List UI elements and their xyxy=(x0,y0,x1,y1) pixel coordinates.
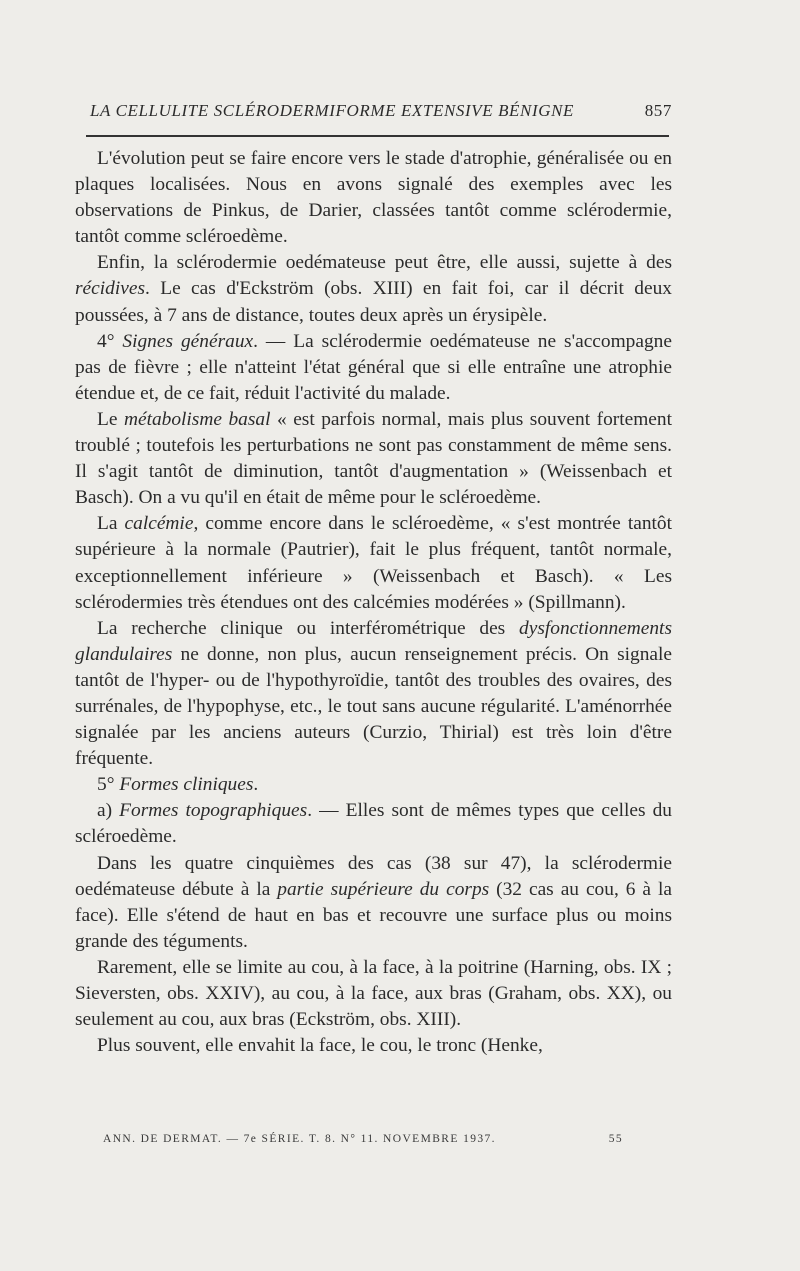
paragraph xyxy=(75,955,672,1033)
paragraph xyxy=(75,616,672,773)
text-run: L'évolution peut se faire encore vers le stade d'atrophie, généralisée ou en plaques localisées. Nous en avons signalé des exemples avec les observations de Pinkus, de Darier, classées tantôt comme sclérodermie, tantôt comme scléroedème. xyxy=(75,148,672,248)
italic-term: métabolisme basal xyxy=(123,408,271,430)
text-run: La recherche clinique ou interférométrique des xyxy=(97,617,520,639)
text-run: La xyxy=(97,513,125,535)
running-header xyxy=(90,101,672,121)
text-run: Le xyxy=(97,408,124,430)
paragraph xyxy=(75,1033,672,1059)
paragraph xyxy=(75,407,672,511)
text-run: a) xyxy=(97,800,120,822)
text-run: ne donne, non plus, aucun renseignement précis. On signale tantôt de l'hyper- ou de l'hypothyroïdie, tantôt des troubles des ovaires, des surrénales, de l'hypophyse, etc., le tout sans aucune régularité. L'aménorrhée signalée par les anciens auteurs (Curzio, Thirial) est très loin d'être fréquente. xyxy=(75,643,672,770)
page-footer xyxy=(103,1133,623,1145)
italic-term: récidives xyxy=(75,278,145,300)
text-run: . Le cas d'Eckström (obs. XIII) en fait foi, car il décrit deux poussées, à 7 ans de distance, toutes deux après un érysipèle. xyxy=(75,278,672,326)
italic-term: dysfonctionnements glandulaires xyxy=(75,617,672,665)
text-run: (32 cas au cou, 6 à la face). Elle s'étend de haut en bas et recouvre une surface plus ou moins grande des téguments. xyxy=(75,878,672,952)
paragraph xyxy=(75,329,672,407)
paragraph xyxy=(75,798,672,850)
body-text xyxy=(75,146,672,1059)
text-run: . — La sclérodermie oedémateuse ne s'accompagne pas de fièvre ; elle n'atteint l'état général que si elle entraîne une atrophie étendue et, de ce fait, réduit l'activité du malade. xyxy=(75,330,672,404)
text-run: . — Elles sont de mêmes types que celles du scléroedème. xyxy=(75,800,672,848)
text-run: Enfin, la sclérodermie oedémateuse peut être, elle aussi, sujette à des xyxy=(97,252,672,274)
footer-journal-info: ANN. DE DERMAT. — 7e SÉRIE. T. 8. N° 11. NOVEMBRE 1937. xyxy=(103,1133,496,1145)
text-run: 4° xyxy=(97,330,123,352)
paragraph xyxy=(75,250,672,328)
running-title: LA CELLULITE SCLÉRODERMIFORME EXTENSIVE BÉNIGNE xyxy=(90,101,575,120)
paragraph xyxy=(75,772,672,798)
italic-term: partie supérieure du corps xyxy=(277,878,490,900)
text-run: Rarement, elle se limite au cou, à la face, à la poitrine (Harning, obs. IX ; Sieversten, obs. XXIV), au cou, à la face, aux bras (Graham, obs. XX), ou seulement au cou, aux bras (Eckström, obs. XIII). xyxy=(75,956,672,1031)
italic-term: Formes topographiques xyxy=(119,800,308,822)
text-run: « est parfois normal, mais plus souvent fortement troublé ; toutefois les perturbations ne sont pas constamment de même sens. Il s'agit tantôt de diminution, tantôt d'augmentation » (Weissenbach et Basch). On a vu qu'il en était de même pour le scléroedème. xyxy=(75,408,672,509)
italic-term: calcémie xyxy=(124,513,194,535)
text-run: , comme encore dans le scléroedème, « s'est montrée tantôt supérieure à la normale (Pautrier), fait le plus fréquent, tantôt normale, exceptionnellement inférieure » (Weissenbach et Basch). « Les sclérodermies très étendues ont des calcémies modérées » (Spillmann). xyxy=(75,513,672,613)
text-run: Plus souvent, elle envahit la face, le cou, le tronc (Henke, xyxy=(97,1035,543,1057)
footer-signature-number: 55 xyxy=(608,1133,623,1145)
text-run: . xyxy=(253,774,259,796)
text-run: 5° xyxy=(97,774,120,796)
header-rule xyxy=(86,135,669,137)
page-number: 857 xyxy=(644,101,672,120)
text-run: Dans les quatre cinquièmes des cas (38 sur 47), la sclérodermie oedémateuse débute à la xyxy=(75,852,672,900)
italic-term: Formes cliniques xyxy=(119,774,254,796)
italic-term: Signes généraux xyxy=(122,330,254,352)
paragraph xyxy=(75,511,672,615)
paragraph xyxy=(75,851,672,955)
paragraph xyxy=(75,146,672,250)
